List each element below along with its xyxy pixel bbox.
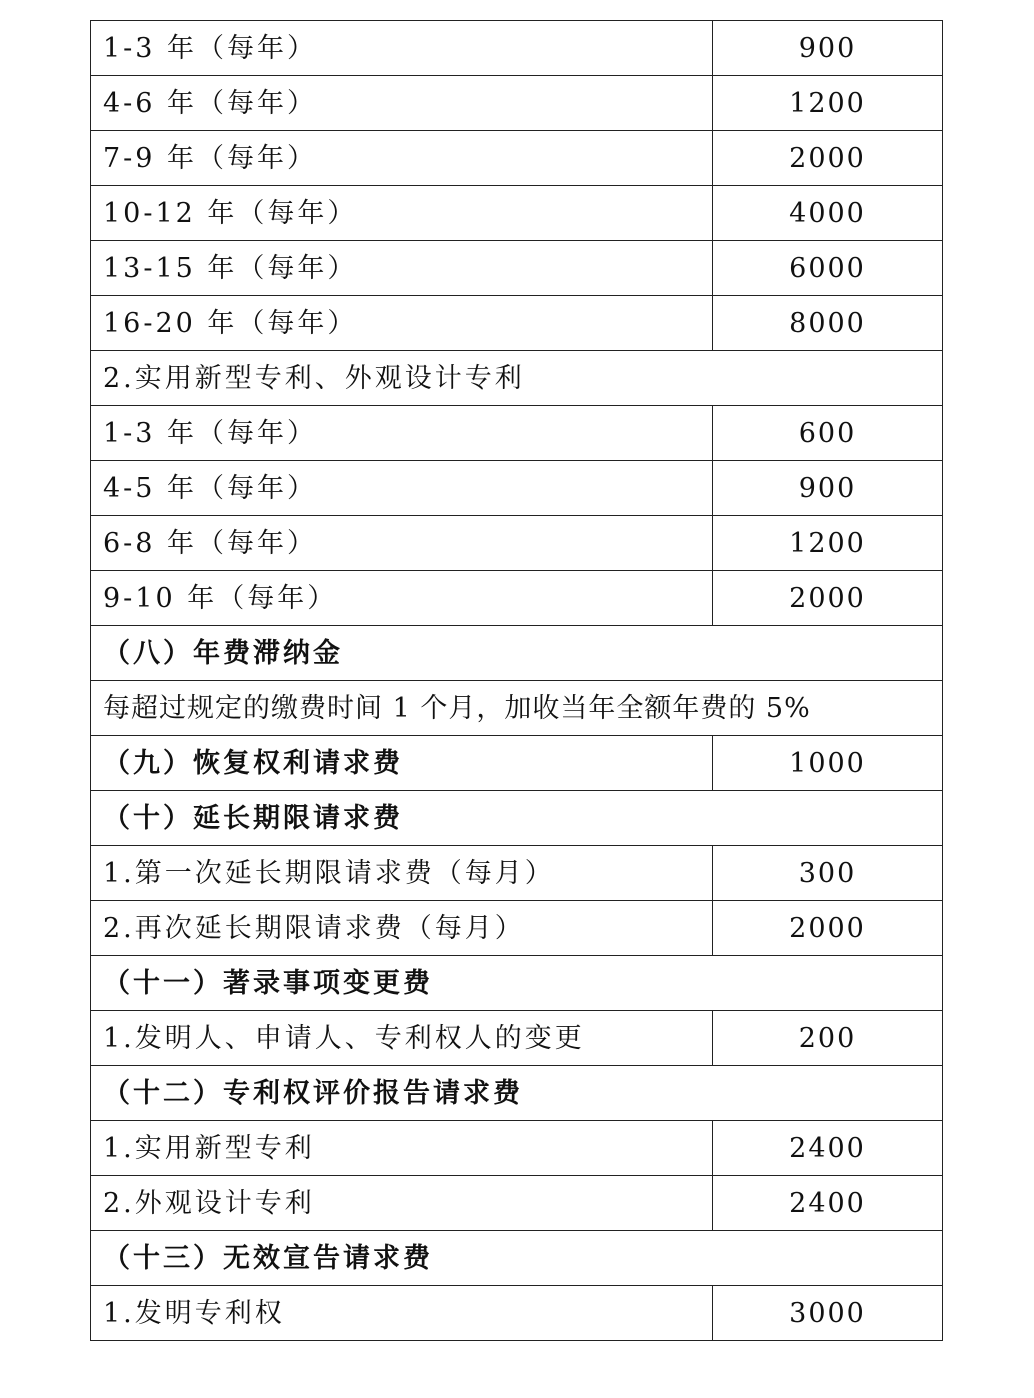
fee-item-label: 13-15 年（每年）: [91, 241, 713, 296]
fee-amount: 4000: [713, 186, 943, 241]
table-row: [91, 76, 943, 131]
fee-item-label: 1.发明人、申请人、专利权人的变更: [91, 1011, 713, 1066]
fee-amount: 900: [713, 461, 943, 516]
fee-amount: 2000: [713, 571, 943, 626]
table-row: [91, 1066, 943, 1121]
section-heading: （十三）无效宣告请求费: [91, 1231, 943, 1286]
subsection-heading: 2.实用新型专利、外观设计专利: [91, 351, 943, 406]
fee-item-label: 1-3 年（每年）: [91, 406, 713, 461]
fee-amount: 2400: [713, 1121, 943, 1176]
fee-item-label: 2.再次延长期限请求费（每月）: [91, 901, 713, 956]
table-row: [91, 1121, 943, 1176]
fee-item-label: 16-20 年（每年）: [91, 296, 713, 351]
fee-amount: 6000: [713, 241, 943, 296]
fee-amount: 2000: [713, 901, 943, 956]
section-heading: （九）恢复权利请求费: [91, 736, 713, 791]
fee-amount: 900: [713, 21, 943, 76]
fee-item-label: 1.实用新型专利: [91, 1121, 713, 1176]
table-row: [91, 406, 943, 461]
table-row: [91, 846, 943, 901]
section-heading: （十一）著录事项变更费: [91, 956, 943, 1011]
table-row: [91, 351, 943, 406]
fee-item-label: 6-8 年（每年）: [91, 516, 713, 571]
section-heading: （八）年费滞纳金: [91, 626, 943, 681]
table-row: [91, 461, 943, 516]
fee-amount: 1200: [713, 76, 943, 131]
fee-item-label: 1.第一次延长期限请求费（每月）: [91, 846, 713, 901]
fee-item-label: 7-9 年（每年）: [91, 131, 713, 186]
fee-amount: 1200: [713, 516, 943, 571]
table-row: [91, 241, 943, 296]
table-row: [91, 791, 943, 846]
table-row: [91, 1011, 943, 1066]
fee-amount: 1000: [713, 736, 943, 791]
table-row: [91, 571, 943, 626]
late-fee-note: 每超过规定的缴费时间 1 个月，加收当年全额年费的 5%: [91, 681, 943, 736]
patent-fee-table: [90, 20, 943, 1341]
fee-amount: 2000: [713, 131, 943, 186]
fee-amount: 300: [713, 846, 943, 901]
section-heading: （十二）专利权评价报告请求费: [91, 1066, 943, 1121]
table-row: [91, 736, 943, 791]
fee-item-label: 10-12 年（每年）: [91, 186, 713, 241]
section-heading: （十）延长期限请求费: [91, 791, 943, 846]
table-row: [91, 956, 943, 1011]
fee-item-label: 1-3 年（每年）: [91, 21, 713, 76]
fee-amount: 8000: [713, 296, 943, 351]
fee-item-label: 4-5 年（每年）: [91, 461, 713, 516]
table-row: [91, 186, 943, 241]
table-row: [91, 1231, 943, 1286]
fee-item-label: 9-10 年（每年）: [91, 571, 713, 626]
fee-item-label: 4-6 年（每年）: [91, 76, 713, 131]
table-row: [91, 296, 943, 351]
fee-item-label: 1.发明专利权: [91, 1286, 713, 1341]
table-row: [91, 516, 943, 571]
fee-item-label: 2.外观设计专利: [91, 1176, 713, 1231]
fee-amount: 200: [713, 1011, 943, 1066]
table-row: [91, 1176, 943, 1231]
table-row: [91, 1286, 943, 1341]
table-row: [91, 21, 943, 76]
fee-amount: 2400: [713, 1176, 943, 1231]
table-row: [91, 681, 943, 736]
table-row: [91, 901, 943, 956]
table-row: [91, 131, 943, 186]
fee-amount: 3000: [713, 1286, 943, 1341]
table-row: [91, 626, 943, 681]
fee-amount: 600: [713, 406, 943, 461]
